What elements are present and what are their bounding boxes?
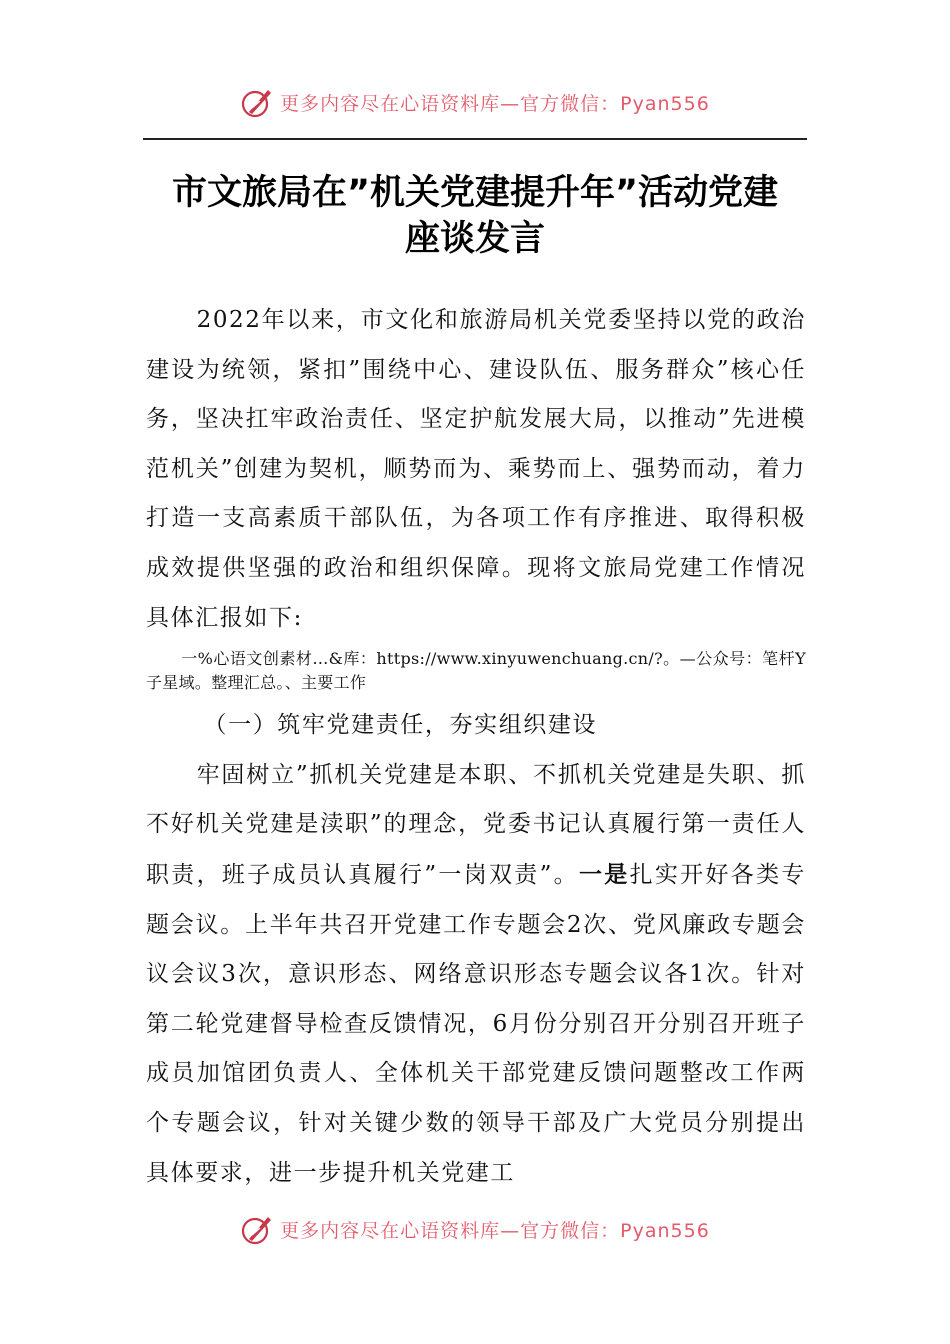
- paragraph-text-start: 牢固树立”抓机关党建是本职、不抓机关党建是失职、抓不好机关党建是渎职”的理念，党委书记认真履行第一责任人职责，班子成员认真履行”一岗双责”。: [146, 761, 806, 888]
- watermark-banner-top: [0, 82, 950, 122]
- document-title: [143, 170, 807, 262]
- section-subheading: （一）筑牢党建责任，夯实组织建设: [203, 712, 598, 739]
- quill-pen-logo-icon: [240, 1212, 274, 1246]
- title-line-1: 市文旅局在”机关党建提升年”活动党建: [171, 173, 778, 213]
- quill-pen-logo-icon: [240, 85, 274, 119]
- watermark-text: 更多内容尽在心语资料库—官方微信：Pyan556: [280, 92, 710, 115]
- source-note: 一%心语文创素材…&库：https://www.xinyuwenchuang.cn/?。—公众号：笔杆Y子星域。整理汇总。、主要工作: [146, 649, 806, 693]
- title-line-2: 座谈发言: [404, 219, 545, 259]
- paragraph-text-end: 扎实开好各类专题会议。上半年共召开党建工作专题会2次、党风廉政专题会议会议3次，意识形态、网络意识形态专题会议各1次。针对第二轮党建督导检查反馈情况，6月份分别召开分别召开班子成员加馆团负责人、全体机关干部党建反馈问题整改工作两个专题会议，针对关键少数的领导干部及广大党员分别提出具体要求，进一步提升机关党建工: [146, 861, 806, 1186]
- header-divider: [143, 138, 807, 140]
- watermark-banner-bottom: [0, 1209, 950, 1249]
- intro-paragraph: 2022年以来，市文化和旅游局机关党委坚持以党的政治建设为统领，紧扣”围绕中心、建设队伍、服务群众”核心任务，坚决扛牢政治责任、坚定护航发展大局，以推动”先进模范机关”创建为契机，顺势而为、乘势而上、强势而动，着力打造一支高素质干部队伍，为各项工作有序推进、取得积极成效提供坚强的政治和组织保障。现将文旅局党建工作情况具体汇报如下:: [146, 307, 806, 631]
- section-paragraph: [146, 751, 806, 1198]
- watermark-text: 更多内容尽在心语资料库—官方微信：Pyan556: [280, 1219, 710, 1242]
- paragraph-bold-marker: 一是: [578, 860, 630, 888]
- document-body: [146, 296, 806, 1198]
